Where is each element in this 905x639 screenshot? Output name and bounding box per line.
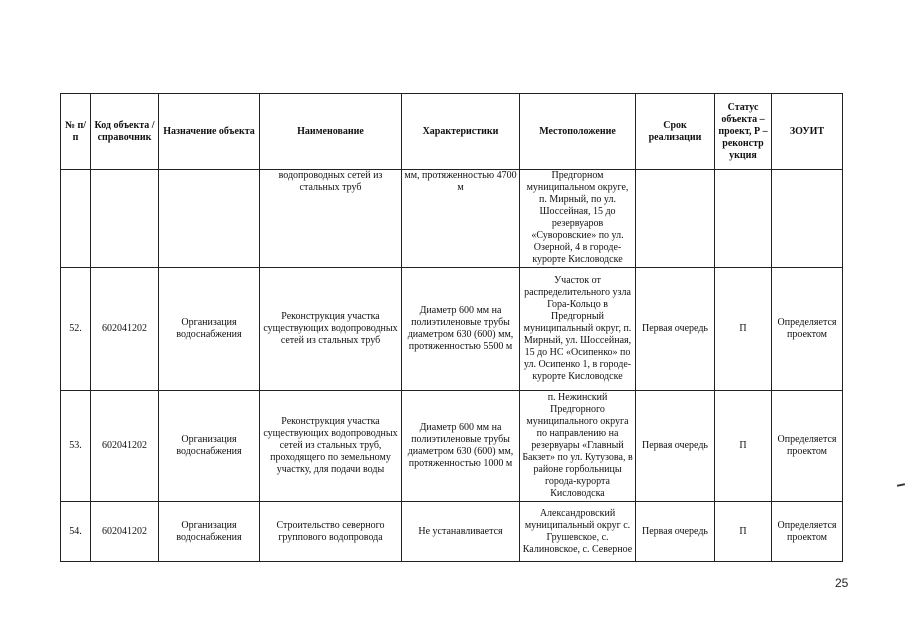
- cell-purpose: Организация водоснабжения: [159, 502, 260, 562]
- cell-zouit: Определяется проектом: [772, 268, 843, 391]
- cell-characteristics: Диаметр 600 мм на полиэтиленовые трубы диаметром 630 (600) мм, протяженностью 1000 м: [402, 391, 520, 502]
- cell-name: Строительство северного группового водопровода: [260, 502, 402, 562]
- cell-num: 52.: [61, 268, 91, 391]
- cell-purpose: [159, 170, 260, 268]
- cell-location: Александровский муниципальный округ с. Грушевское, с. Калиновское, с. Северное: [520, 502, 636, 562]
- header-purpose: Назначение объекта: [159, 94, 260, 170]
- header-code: Код объекта / справочник: [91, 94, 159, 170]
- cell-status: П: [715, 391, 772, 502]
- table-row: [61, 502, 843, 562]
- cell-term: Первая очередь: [636, 268, 715, 391]
- cell-zouit: Определяется проектом: [772, 502, 843, 562]
- header-characteristics: Характеристики: [402, 94, 520, 170]
- cell-purpose: Организация водоснабжения: [159, 268, 260, 391]
- cell-term: [636, 170, 715, 268]
- cell-num: [61, 170, 91, 268]
- cell-purpose: Организация водоснабжения: [159, 391, 260, 502]
- cell-code: 602041202: [91, 268, 159, 391]
- cell-characteristics: мм, протяженностью 4700 м: [402, 170, 520, 268]
- cell-zouit: Определяется проектом: [772, 391, 843, 502]
- cell-term: Первая очередь: [636, 502, 715, 562]
- cell-num: 54.: [61, 502, 91, 562]
- table-row: [61, 268, 843, 391]
- table-header-row: [61, 94, 843, 170]
- objects-table: [60, 93, 843, 562]
- cell-status: П: [715, 268, 772, 391]
- scan-mark: [897, 483, 905, 487]
- header-zouit: ЗОУИТ: [772, 94, 843, 170]
- page-number: 25: [835, 576, 849, 590]
- cell-characteristics: Не устанавливается: [402, 502, 520, 562]
- cell-name: водопроводных сетей из стальных труб: [260, 170, 402, 268]
- cell-term: Первая очередь: [636, 391, 715, 502]
- cell-num: 53.: [61, 391, 91, 502]
- cell-status: П: [715, 502, 772, 562]
- header-name: Наименование: [260, 94, 402, 170]
- cell-location: Предгорном муниципальном округе, п. Мирный, по ул. Шоссейная, 15 до резервуаров «Суворовские» по ул. Озерной, 4 в городе-курорте Кисловодске: [520, 170, 636, 268]
- cell-location: п. Нежинский Предгорного муниципального округа по направлению на резервуары «Главный Бакзет» по ул. Кутузова, в районе горбольницы города-курорта Кисловодска: [520, 391, 636, 502]
- header-term: Срок реализации: [636, 94, 715, 170]
- header-status: Статус объекта – проект, Р – реконстр укция: [715, 94, 772, 170]
- cell-location: Участок от распределительного узла Гора-Кольцо в Предгорный муниципальный округ, п. Мирный, ул. Шоссейная, 15 до НС «Осипенко» по ул. Осипенко 1, в городе-курорте Кисловодске: [520, 268, 636, 391]
- cell-code: 602041202: [91, 502, 159, 562]
- cell-code: [91, 170, 159, 268]
- cell-characteristics: Диаметр 600 мм на полиэтиленовые трубы диаметром 630 (600) мм, протяженностью 5500 м: [402, 268, 520, 391]
- header-location: Местоположение: [520, 94, 636, 170]
- cell-zouit: [772, 170, 843, 268]
- cell-name: Реконструкция участка существующих водопроводных сетей из стальных труб, проходящего по земельному участку, для подачи воды: [260, 391, 402, 502]
- cell-status: [715, 170, 772, 268]
- table-row-continuation: [61, 170, 843, 268]
- table-row: [61, 391, 843, 502]
- header-num: № п/п: [61, 94, 91, 170]
- cell-code: 602041202: [91, 391, 159, 502]
- cell-name: Реконструкция участка существующих водопроводных сетей из стальных труб: [260, 268, 402, 391]
